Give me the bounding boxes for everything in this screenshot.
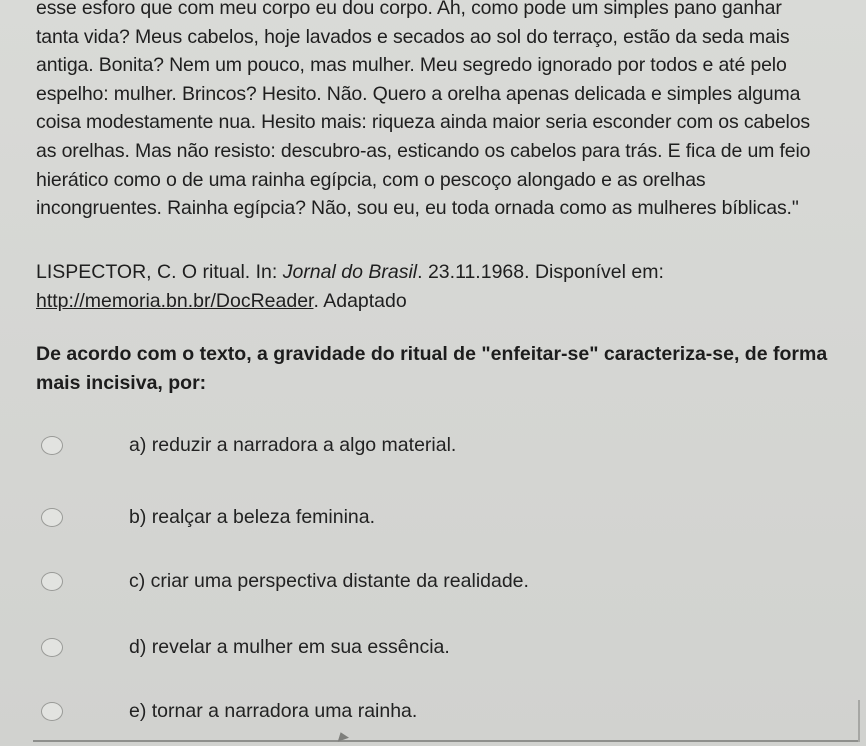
citation-details: . 23.11.1968. Disponível em: [417,261,664,283]
radio-button-icon[interactable] [41,508,63,527]
citation-journal: Jornal do Brasil [282,261,418,283]
question-text: De acordo com o texto, a gravidade do ritual de "enfeitar-se" caracteriza-se, de forma mais incisiva, por: [36,343,828,394]
citation-link[interactable]: http://memoria.bn.br/DocReader [36,289,314,312]
passage-line: tanta vida? Meus cabelos, hoje lavados e secados ao sol do terraço, estão da seda mais [36,25,790,48]
passage-line: hierático como o de uma rainha egípcia, com o pescoço alongado e as orelhas [36,168,706,191]
option-label: c) criar uma perspectiva distante da realidade. [129,569,529,592]
option-label: d) revelar a mulher em sua essência. [129,635,450,658]
radio-button-icon[interactable] [41,702,63,721]
options-frame-bottom [33,740,859,744]
radio-button-icon[interactable] [41,436,63,455]
passage-line: espelho: mulher. Brincos? Hesito. Não. Quero a orelha apenas delicada e simples alguma [36,82,801,105]
option-label: e) tornar a narradora uma rainha. [129,699,418,722]
passage-line: antiga. Bonita? Nem um pouco, mas mulher. Meu segredo ignorado por todos e até pelo [36,54,787,77]
option-e[interactable] [36,691,861,731]
passage-line: coisa modestamente nua. Hesito mais: riqueza ainda maior seria esconder com os cabelos [36,111,810,134]
option-label: a) reduzir a narradora a algo material. [129,433,457,456]
citation-suffix: . Adaptado [313,289,407,312]
option-label: b) realçar a beleza feminina. [129,505,376,528]
options-frame-right [858,700,860,742]
option-d[interactable] [36,627,861,667]
option-b[interactable] [36,497,861,537]
passage-line: as orelhas. Mas não resisto: descubro-as, esticando os cabelos para trás. E fica de um feio [36,139,811,162]
citation-author: LISPECTOR, C. O ritual. In: [36,261,283,283]
passage-line: esse esforo que com meu corpo eu dou corpo. Ah, como pode um simples pano ganhar [36,0,782,19]
option-c[interactable] [36,561,861,601]
radio-button-icon[interactable] [41,572,63,591]
radio-button-icon[interactable] [41,638,63,657]
passage-line: incongruentes. Rainha egípcia? Não, sou eu, eu toda ornada como as mulheres bíblicas." [36,197,799,220]
option-a[interactable] [36,425,861,465]
